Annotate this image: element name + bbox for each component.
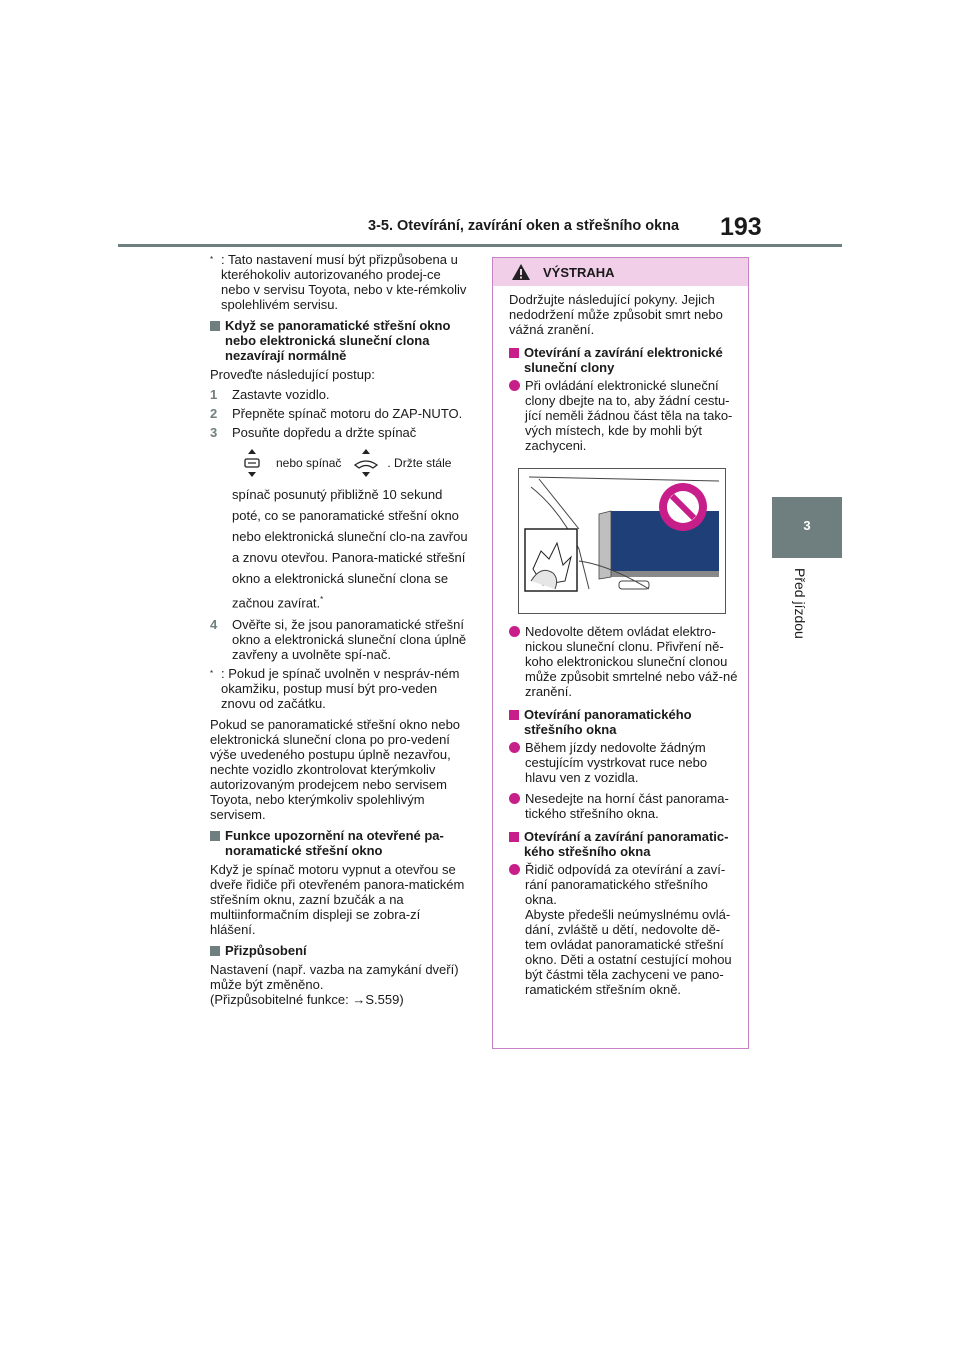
sunshade-illustration	[518, 468, 726, 614]
warning-body	[509, 292, 739, 1003]
warning-header	[493, 258, 748, 286]
warning-heading: Otevírání a zavírání elektronické sluneční clony	[509, 345, 739, 375]
square-bullet-icon	[509, 832, 519, 842]
step-1: 1 Zastavte vozidlo.	[210, 387, 330, 402]
bullet-dot-icon	[509, 864, 520, 875]
section-heading: Funkce upozornění na otevřené pa-noramatické střešní okno	[210, 828, 468, 858]
step-4: 4 Ověřte si, že jsou panoramatické střešní okno a elektronická sluneční clona úplně zavřeny a uvolněte spí-nač.	[210, 617, 467, 663]
square-bullet-icon	[509, 348, 519, 358]
section-title: 3-5. Otevírání, zavírání oken a střešního okna	[368, 218, 680, 234]
step-3-continued: spínač posunutý přibližně 10 sekund poté, co se panoramatické střešní okno nebo elektronická sluneční clo-na zavřou a znovu otevřou. Panora-matické střešní okno a elektronická sluneční clona se začnou zavírat.*	[232, 487, 468, 611]
header-rule	[118, 244, 842, 247]
cross-reference-link[interactable]: (Přizpůsobitelné funkce: →S.559)	[210, 992, 404, 1008]
switch-slide-icon	[351, 448, 381, 478]
step-2: 2 Přepněte spínač motoru do ZAP-NUTO.	[210, 406, 463, 421]
warning-title: VÝSTRAHA	[543, 265, 615, 280]
page-number: 193	[720, 213, 762, 241]
body-text: Pokud se panoramatické střešní okno nebo elektronická sluneční clona po pro-vedení výše uvedeného postupu úplně nezavřou, nechte vozidlo zkontrolovat kterýmkoliv autorizovaným prodejcem nebo servisem Toyota, nebo kterýmkoliv spolehlivým servisem.	[210, 717, 461, 823]
warning-bullet: Nedovolte dětem ovládat elektro-nickou sluneční clonu. Přivření ně-koho elektronickou sluneční clonou může způsobit smrtelné nebo váž-né zranění.	[509, 624, 739, 699]
body-text: Nastavení (např. vazba na zamykání dveří) může být změněno.	[210, 962, 459, 993]
bullet-dot-icon	[509, 793, 520, 804]
bullet-dot-icon	[509, 380, 520, 391]
chapter-label: Před jízdou	[792, 568, 808, 639]
footnote: * : Tato nastavení musí být přizpůsobena u kteréhokoliv autorizovaného prodej-ce nebo v servisu Toyota, nebo v kte-rémkoliv spolehlivém servisu.	[210, 252, 467, 312]
switch-instruction: nebo spínač . Držte stále	[242, 448, 468, 478]
warning-bullet: Během jízdy nedovolte žádným cestujícím vystrkovat ruce nebo hlavu ven z vozidla.	[509, 740, 739, 785]
step-3: 3 Posuňte dopředu a držte spínač	[210, 425, 417, 440]
body-text: Když je spínač motoru vypnut a otevřou se dveře řidiče při otevřeném panora-matickém střešním oknu, zazní bzučák a na multiinformačním displeji se zobra-zí hlášení.	[210, 862, 465, 938]
chapter-tab[interactable]	[772, 497, 842, 558]
sunshade-pinch-illustration	[519, 469, 723, 611]
warning-box	[492, 257, 749, 1049]
square-bullet-icon	[210, 321, 220, 331]
warning-heading: Otevírání a zavírání panoramatic-kého střešního okna	[509, 829, 739, 859]
square-bullet-icon	[509, 710, 519, 720]
warning-intro: Dodržujte následující pokyny. Jejich nedodržení může způsobit smrt nebo vážná zranění.	[509, 292, 723, 337]
square-bullet-icon	[210, 946, 220, 956]
section-heading: Přizpůsobení	[210, 943, 468, 958]
footnote: * : Pokud je spínač uvolněn v nespráv-ném okamžiku, postup musí být pro-veden znovu od začátku.	[210, 666, 460, 712]
bullet-dot-icon	[509, 742, 520, 753]
warning-bullet: Řidič odpovídá za otevírání a zaví-rání panoramatického střešního okna. Abyste předešli neúmyslnému ovlá-dání, zvláště u dětí, nedovolte dě-tem ovládat panoramatické střešní okno. Děti a ostatní cestující mohou být částmi těla zachyceni ve pano-ramatickém střešním okně.	[509, 862, 739, 997]
square-bullet-icon	[210, 831, 220, 841]
intro-text: Proveďte následující postup:	[210, 367, 375, 382]
switch-tilt-icon	[242, 448, 262, 478]
section-heading: Když se panoramatické střešní okno nebo elektronická sluneční clona nezavírají normálně	[210, 318, 468, 363]
warning-bullet: Nesedejte na horní část panorama-tického střešního okna.	[509, 791, 739, 821]
left-column	[210, 252, 468, 1007]
warning-heading: Otevírání panoramatického střešního okna	[509, 707, 739, 737]
warning-bullet: Při ovládání elektronické sluneční clony dbejte na to, aby žádní cestu-jící neměli žádnou část těla na tako-vých místech, kde by mohli být zachyceni.	[509, 378, 739, 453]
chapter-number: 3	[803, 518, 811, 533]
warning-triangle-icon	[511, 263, 531, 281]
bullet-dot-icon	[509, 626, 520, 637]
